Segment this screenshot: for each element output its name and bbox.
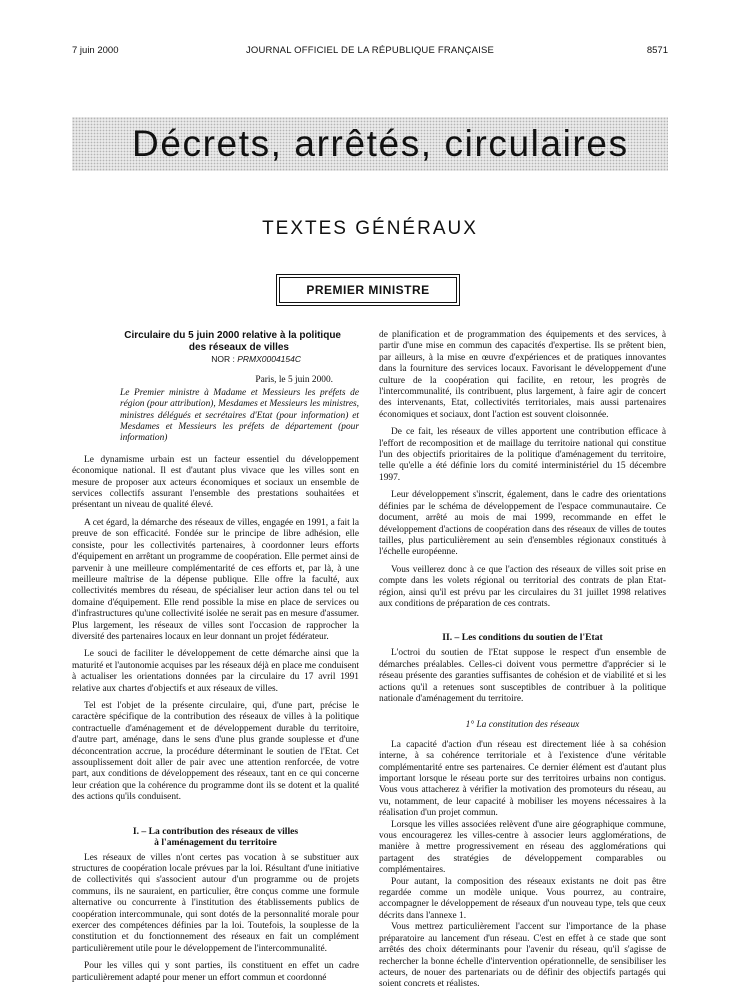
nor-code: PRMX0004154C <box>237 354 301 364</box>
left-column <box>72 330 359 984</box>
subheading-1b: à l'aménagement du territoire <box>154 836 277 848</box>
paragraph: de planification et de programmation des équipements et des services, à partir d'une mise en commun des capacités d'expertise. Ils se prêtent bien, par ailleurs, à la mise en œuvre d'expériences et de pratiques innovantes dans la fourniture des services locaux. Favorisant le développement d'une culture de la coopération qui facilite, en retour, les progrès de l'intercommunalité, ils contribuent, plus largement, à faire agir de concert des intervenants, Etat, collectivités territoriales, mais aussi partenaires économiques et sociaux, dont l'action est souvent cloisonnée. <box>379 330 666 420</box>
running-header <box>72 45 668 59</box>
nor-reference <box>72 354 301 365</box>
addressees: Le Premier ministre à Madame et Messieurs les préfets de région (pour attribution), Mesdames et Messieurs les ministres, ministres délégués et secrétaires d'Etat (pour information) et Mesdames et Messieurs les préfets de département (pour information) <box>120 387 359 444</box>
paragraph: A cet égard, la démarche des réseaux de villes, engagée en 1991, a fait la preuve de son efficacité. Fondée sur le principe de libre adhésion, elle consiste, pour les collectivités partenaires, à coordonner leurs efforts d'équipement en arrêtant un programme de coopération. Elle permet ainsi de parvenir à une meilleure complémentarité de ces efforts et, par là, à une meilleure maîtrise de la dépense publique. Elle offre la faculté, aux collectivités membres du réseau, de spécialiser leur action dans tel ou tel domaine d'équipement. Elle rend possible la mise en place de services ou d'infrastructures qu'une collectivité isolée ne serait pas en mesure d'assumer. Plus largement, les réseaux de villes sont l'occasion de rapprocher la diversité des partenaires locaux en leur donnant un projet fédérateur. <box>72 517 359 642</box>
circular-title-line1: Circulaire du 5 juin 2000 relative à la politique <box>124 330 341 341</box>
paragraph: Pour les villes qui y sont parties, ils constituent en effet un cadre particulièrement adapté pour mener un effort commun et coordonné <box>72 961 359 983</box>
banner-title: Décrets, arrêtés, circulaires <box>132 123 629 164</box>
ministry-box: PREMIER MINISTRE <box>279 277 457 303</box>
circular-title-line2: des réseaux de villes <box>188 341 289 353</box>
paragraph: De ce fait, les réseaux de villes apportent une contribution efficace à l'effort de recomposition et de maillage du territoire national qui constitue l'un des objectifs prioritaires de la politique d'aménagement du territoire, telle qu'elle a été définie lors du comité interministériel du 15 décembre 1997. <box>379 427 666 483</box>
paragraph: Vous veillerez donc à ce que l'action des réseaux de villes soit prise en compte dans les volets régional ou territorial des contrats de plan Etat-région, ainsi qu'il est prévu par les circulaires du 31 juillet 1998 relatives aux conditions de préparation de ces contrats. <box>379 564 666 609</box>
paragraph: Lorsque les villes associées relèvent d'une aire géographique commune, vous encouragerez les villes-centre à associer leurs agglomérations, de manière à mettre progressivement en réseau des agglomérations qui partagent des stratégies de développement comparables ou complémentaires. <box>379 819 666 876</box>
paragraph: Leur développement s'inscrit, également, dans le cadre des orientations définies par le schéma de développement de l'espace communautaire. Ce document, arrêté au mois de mai 1999, recommande en effet le développement d'actions de coopération dans des réseaux de villes de toutes tailles, plus particulièrement au sein d'ensembles régionaux constitués à l'échelle européenne. <box>379 490 666 558</box>
subheading-2: II. – Les conditions du soutien de l'Etat <box>442 632 603 644</box>
paragraph: Le dynamisme urbain est un facteur essentiel du développement économique national. Il est d'autant plus vivace que les villes sont en mesure de proposer aux acteurs économiques et sociaux un ensemble de services collectifs assurant l'ensemble des prestations souhaitées et présentant un niveau de qualité élevé. <box>72 454 359 511</box>
paragraph: Tel est l'objet de la présente circulaire, qui, d'une part, précise le caractère spécifique de la contribution des réseaux de villes à la politique contractuelle d'aménagement et de développement durable du territoire, d'autre part, aménage, dans le sens d'une plus grande souplesse et d'une déconcentration accrue, la procédure déterminant le soutien de l'Etat. Cet assouplissement doit aller de pair avec une attention renforcée, de votre part, aux conditions de développement des réseaux, tant en ce qui concerne leur création que la cohérence du programme dont ils se dotent et la qualité des actions qu'ils conduisent. <box>72 700 359 803</box>
paragraph: L'octroi du soutien de l'Etat suppose le respect d'un ensemble de démarches préalables. Celles-ci doivent vous permettre d'apprécier si le réseau présente des garanties suffisantes de cohésion et de viabilité et si les actions qu'il a retenues sont susceptibles de contribuer à la politique nationale d'aménagement du territoire. <box>379 648 666 704</box>
paragraph: Vous mettrez particulièrement l'accent sur l'importance de la phase préparatoire au lancement d'un réseau. C'est en effet à ce stade que sont arrêtés des choix déterminants pour l'avenir du réseau, qu'il s'agisse de rechercher la bonne échelle d'intervention opérationnelle, de sensibiliser les acteurs, de nouer des partenariats ou de définir des objectifs partagés qui soient concrets et réalistes. <box>379 922 666 990</box>
paragraph: Les réseaux de villes n'ont certes pas vocation à se substituer aux structures de coopération locale prévues par la loi. Résultant d'une initiative de collectivités qui s'associent autour d'un programme ou de projets communs, ils ne sauraient, en particulier, être conçus comme une formule alternative ou concurrente à l'institution des établissements publics de coopération intercommunale, qui sont dotés de la personnalité morale pour exercer des compétences définies par la loi. Toutefois, la souplesse de la constitution et du fonctionnement des réseaux en fait un complément particulièrement utile pour le développement de l'intercommunalité. <box>72 852 359 954</box>
subheading-3: 1° La constitution des réseaux <box>465 720 580 731</box>
subheading-1a: I. – La contribution des réseaux de villes <box>132 825 299 837</box>
paragraph: Le souci de faciliter le développement de cette démarche ainsi que la maturité et l'autonomie acquises par les réseaux déjà en place me conduisent à actualiser les orientations données par la circulaire du 17 avril 1991 relative aux chartes d'objectifs et aux réseaux de villes. <box>72 649 359 694</box>
place-date: Paris, le 5 juin 2000. <box>255 375 333 386</box>
nor-label: NOR : <box>211 354 235 364</box>
right-column <box>379 330 666 991</box>
journal-name: JOURNAL OFFICIEL DE LA RÉPUBLIQUE FRANÇAISE <box>245 45 495 56</box>
paragraph: Pour autant, la composition des réseaux existants ne doit pas être regardée comme un modèle unique. Vous pourrez, au contraire, accompagner le développement de réseaux d'un nouveau type, tels que ceux décrits dans l'annexe 1. <box>379 876 666 921</box>
paragraph: La capacité d'action d'un réseau est directement liée à sa cohésion interne, à sa cohérence territoriale et à l'existence d'une véritable complémentarité entre ses partenaires. Ce dernier élément est d'autant plus important lorsque le réseau porte sur des territoires urbains non contigus. Vous vous attacherez à vérifier la motivation des promoteurs du réseau, au vu, notamment, de leur capacité à mobiliser les moyens nécessaires à la réalisation d'un projet commun. <box>379 739 666 819</box>
header-date: 7 juin 2000 <box>72 45 119 56</box>
section-heading: TEXTES GÉNÉRAUX <box>262 218 478 239</box>
section-banner <box>72 117 668 171</box>
page-number: 8571 <box>646 45 668 56</box>
